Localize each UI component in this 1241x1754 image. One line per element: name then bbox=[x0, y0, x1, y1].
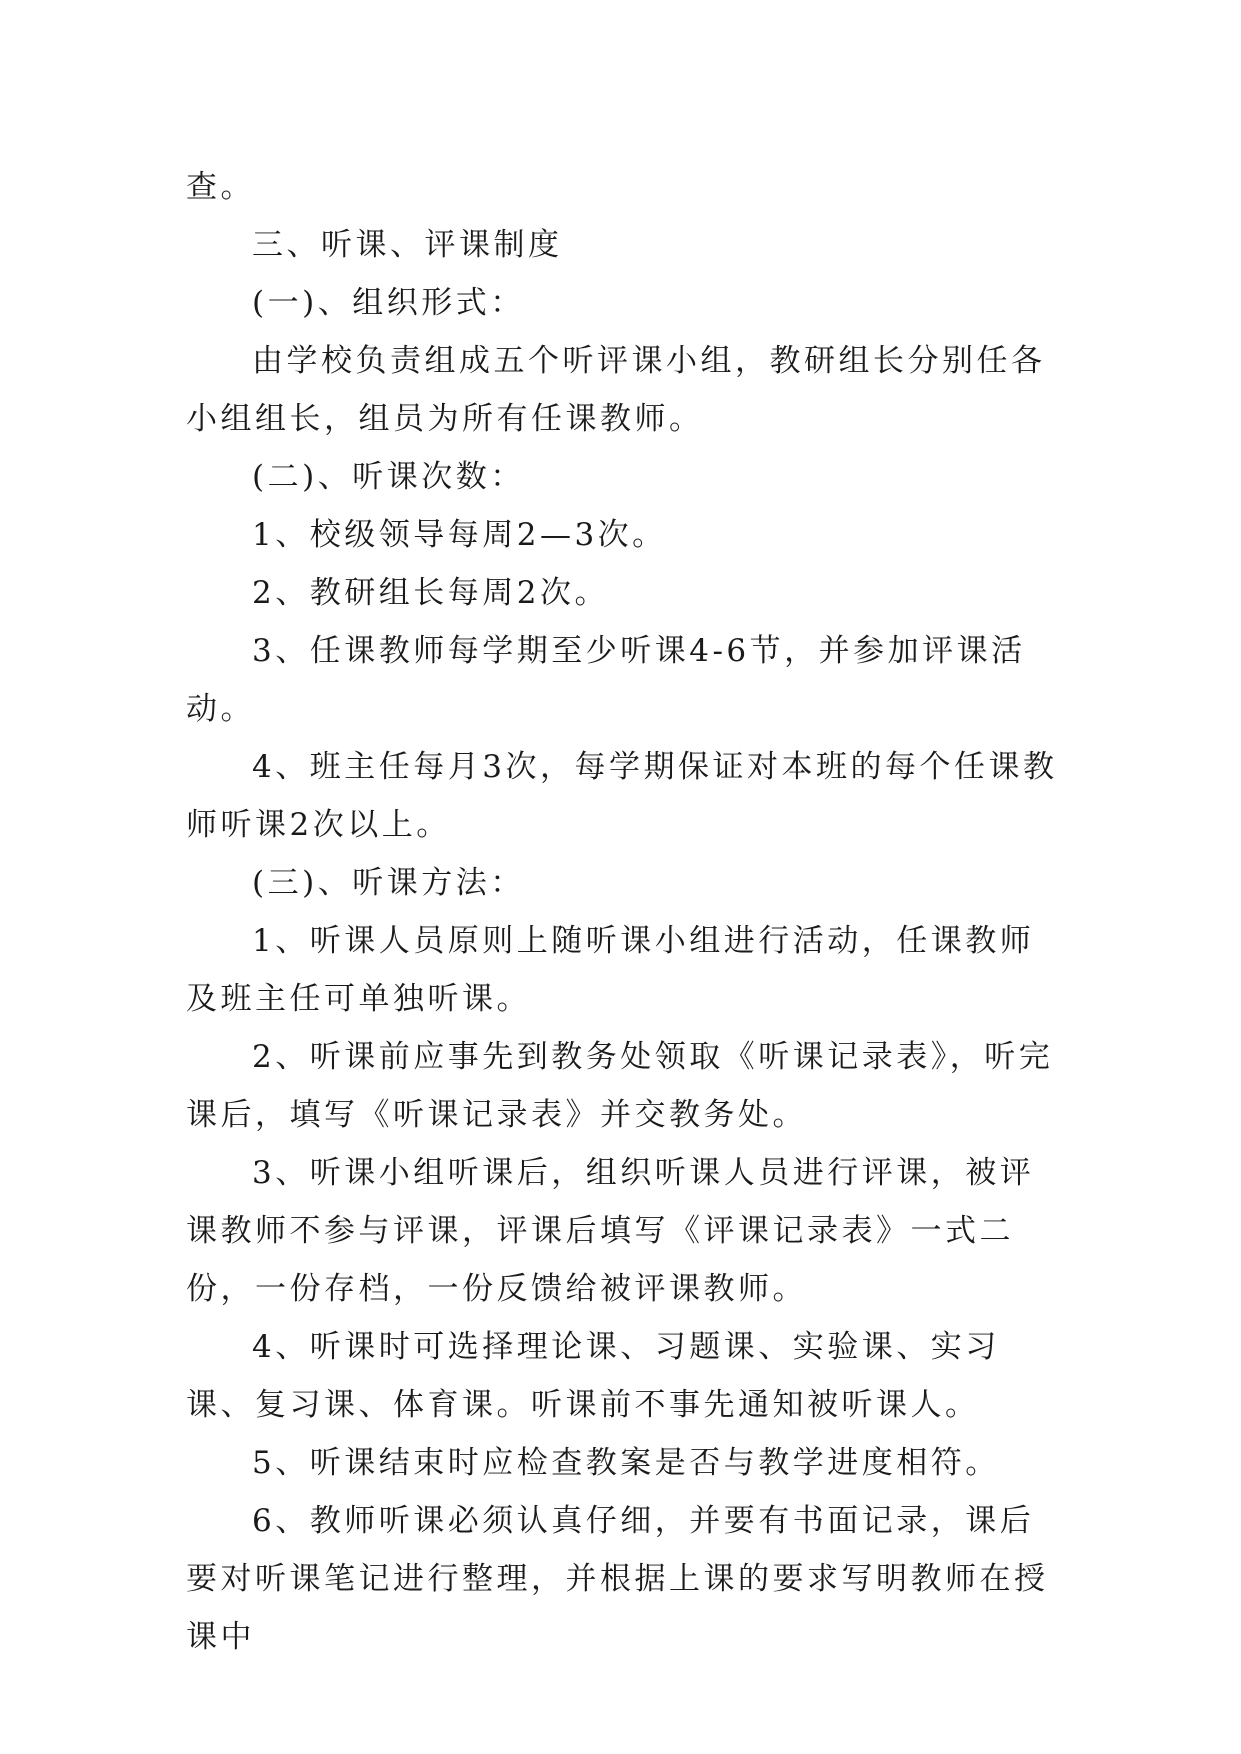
list-item-method-2: 2、听课前应事先到教务处领取《听课记录表》，听完课后，填写《听课记录表》并交教务处。 bbox=[186, 1039, 1054, 1133]
subheading-listening-frequency: (二)、听课次数： bbox=[252, 459, 525, 495]
subheading-listening-method: (三)、听课方法： bbox=[252, 865, 525, 901]
list-item-frequency-teachers: 3、任课教师每学期至少听课4-6节，并参加评课活动。 bbox=[186, 633, 1026, 727]
list-item-method-6: 6、教师听课必须认真仔细，并要有书面记录，课后要对听课笔记进行整理，并根据上课的要求写明教师在授课中 bbox=[186, 1503, 1049, 1655]
list-item-method-4: 4、听课时可选择理论课、习题课、实验课、实习课、复习课、体育课。听课前不事先通知被听课人。 bbox=[186, 1329, 1000, 1423]
list-item-method-5: 5、听课结束时应检查教案是否与教学进度相符。 bbox=[252, 1445, 1000, 1481]
paragraph-organization: 由学校负责组成五个听评课小组，教研组长分别任各小组组长，组员为所有任课教师。 bbox=[186, 343, 1046, 437]
list-item-method-3: 3、听课小组听课后，组织听课人员进行评课，被评课教师不参与评课，评课后填写《评课记录表》一式二份，一份存档，一份反馈给被评课教师。 bbox=[186, 1155, 1035, 1307]
list-item-frequency-leaders: 1、校级领导每周2—3次。 bbox=[252, 517, 667, 553]
subheading-organization-form: (一)、组织形式： bbox=[252, 285, 525, 321]
list-item-method-1: 1、听课人员原则上随听课小组进行活动，任课教师及班主任可单独听课。 bbox=[186, 923, 1035, 1017]
document-body bbox=[186, 158, 1066, 1666]
list-item-frequency-group-leaders: 2、教研组长每周2次。 bbox=[252, 575, 609, 611]
list-item-frequency-head-teachers: 4、班主任每月3次，每学期保证对本班的每个任课教师听课2次以上。 bbox=[186, 749, 1058, 843]
section-heading-listening-evaluation-system: 三、听课、评课制度 bbox=[252, 227, 563, 263]
paragraph-continuation: 查。 bbox=[186, 169, 255, 205]
